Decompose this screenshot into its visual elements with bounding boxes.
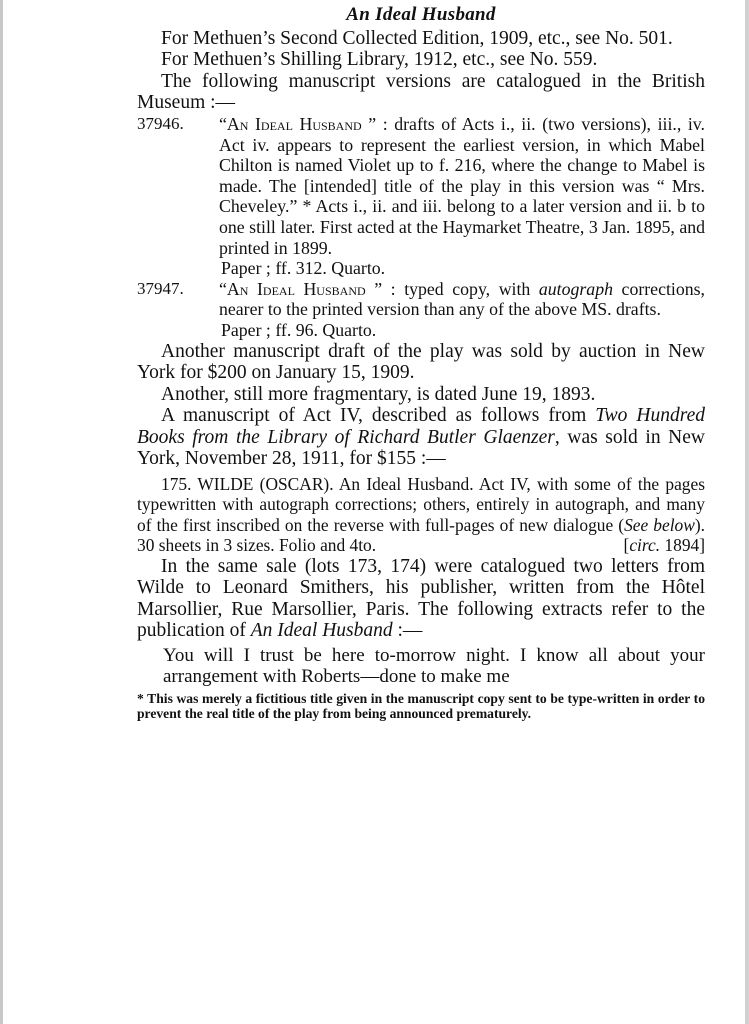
letter-extract: You will I trust be here to-morrow night. I know all about your arrangement with Roberts—done to make me xyxy=(163,645,705,688)
text-run: In the same sale (lots 173, 174) were catalogued two letters from Wilde to Leonard Smithers, his publisher, written from the Hôtel Marsollier, Rue Marsollier, Paris. The following extracts refer to the publication of xyxy=(137,555,705,642)
running-title: An Ideal Husband xyxy=(346,4,496,25)
paragraph-smithers-letters xyxy=(137,556,705,642)
entry-title: An Ideal Husband xyxy=(226,113,362,134)
entry-text xyxy=(219,279,705,320)
entry-number: 37947. xyxy=(137,278,184,298)
entry-paper: Paper ; ff. 312. Quarto. xyxy=(221,258,386,279)
entry-number: 37946. xyxy=(137,113,184,133)
circ-label: circ. xyxy=(629,535,661,556)
paragraph-fragmentary: Another, still more fragmentary, is dated June 19, 1893. xyxy=(161,383,596,405)
paragraph-act-iv xyxy=(137,405,705,470)
paragraph-british-museum: The following manuscript versions are catalogued in the British Museum :— xyxy=(137,70,705,114)
footnote: * This was merely a fictitious title given in the manuscript copy sent to be type-written in order to prevent the real title of the play from being announced prematurely. xyxy=(137,691,705,722)
catalogue-entry-37947 xyxy=(137,279,705,341)
catalogue-entry-37946 xyxy=(137,114,705,279)
text-run: , was sold in New York, November 28, 1911, for $155 :— xyxy=(137,426,705,470)
entry-text xyxy=(219,114,705,258)
text-run: :— xyxy=(392,620,423,642)
entry-description-cont: corrections, nearer to the printed version than any of the above MS. drafts. xyxy=(219,278,705,320)
book-page xyxy=(137,4,705,721)
paragraph-auction-1909: Another manuscript draft of the play was sold by auction in New York for $200 on January 15, 1909. xyxy=(137,340,705,384)
book-title: Two Hundred Books from the Library of Richard Butler Glaenzer xyxy=(137,405,705,448)
quote-mark: “ xyxy=(219,278,227,299)
year: 1894] xyxy=(660,535,705,556)
auction-lot-175 xyxy=(137,474,705,556)
quote-mark: “ xyxy=(219,113,227,134)
entry-italic: autograph xyxy=(538,278,613,299)
entry-paper: Paper ; ff. 96. Quarto. xyxy=(221,319,377,340)
page-right-edge xyxy=(745,0,749,1024)
text-run: ). 30 sheets in 3 sizes. Folio and 4to. xyxy=(137,514,705,556)
paragraph-methuen-collected: For Methuen’s Second Collected Edition, 1909, etc., see No. 501. xyxy=(161,27,673,49)
entry-description: ” : typed copy, with xyxy=(365,278,539,299)
entry-description: ” : drafts of Acts i., ii. (two versions), iii., iv. Act iv. appears to represent the earliest version, in which Mabel Chilton is named Violet up to f. 216, where the change to Mabel is made. The [intended] title of the play in this version was “ Mrs. Cheveley.” * Acts i., ii. and iii. belong to a later version and ii. b to one still later. First acted at the Haymarket Theatre, 3 Jan. 1895, and printed in 1899. xyxy=(219,113,705,258)
bracket: [ xyxy=(623,535,630,556)
text-run: 175. WILDE (OSCAR). An Ideal Husband. Act IV, with some of the pages typewritten with autograph corrections; others, entirely in autograph, and many of the first inscribed on the reverse with full-pages of new dialogue ( xyxy=(137,474,705,535)
play-title: An Ideal Husband xyxy=(250,620,393,642)
page-left-edge xyxy=(0,0,3,1024)
entry-title: An Ideal Husband xyxy=(226,278,366,299)
paragraph-methuen-shilling: For Methuen’s Shilling Library, 1912, etc., see No. 559. xyxy=(161,49,598,71)
text-italic: See below xyxy=(624,514,695,535)
text-run: A manuscript of Act IV, described as follows from xyxy=(161,405,596,427)
lot-text xyxy=(137,474,705,556)
lot-date xyxy=(600,535,705,555)
